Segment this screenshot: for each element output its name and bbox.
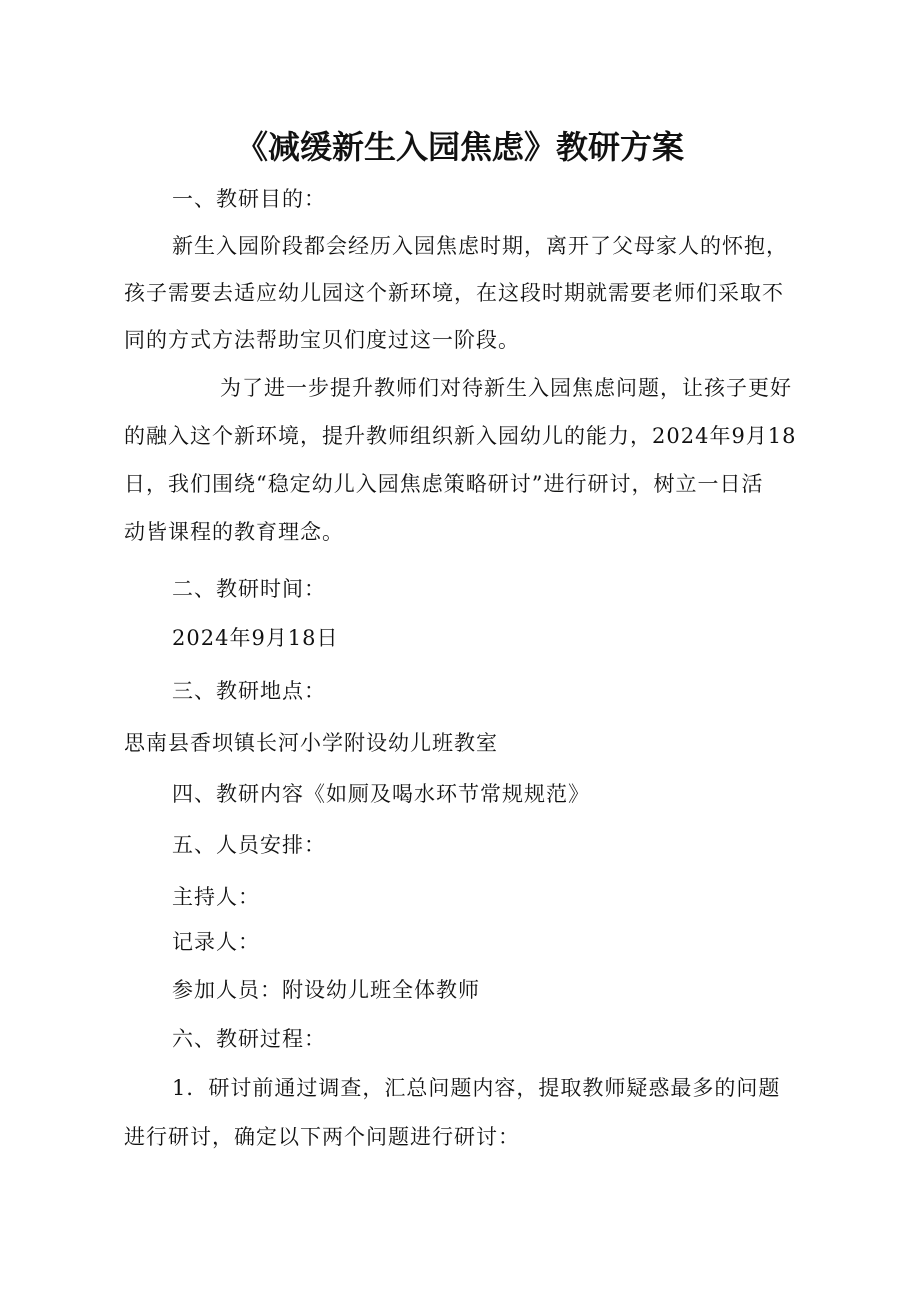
process-step-1: 1．研讨前通过调查，汇总问题内容，提取教师疑惑最多的问题 — [172, 1076, 781, 1100]
paragraph-line: 孩子需要去适应幼儿园这个新环境，在这段时期就需要老师们采取不 — [124, 281, 784, 305]
section-heading-location: 三、教研地点： — [172, 679, 326, 703]
document-title: 《减缓新生入园焦虑》教研方案 — [235, 128, 684, 166]
paragraph-line: 动皆课程的教育理念。 — [124, 520, 344, 544]
section-heading-content: 四、教研内容《如厕及喝水环节常规规范》 — [172, 782, 590, 806]
host-label: 主持人： — [172, 885, 260, 909]
recorder-label: 记录人： — [172, 930, 260, 954]
paragraph-line: 进行研讨，确定以下两个问题进行研讨： — [124, 1125, 520, 1149]
paragraph-line: 日，我们围绕“稳定幼儿入园焦虑策略研讨”进行研讨，树立一日活 — [124, 472, 764, 496]
section-heading-time: 二、教研时间： — [172, 577, 326, 601]
section-heading-purpose: 一、教研目的： — [172, 187, 326, 211]
section-heading-staff: 五、人员安排： — [172, 833, 326, 857]
paragraph-line: 同的方式方法帮助宝贝们度过这一阶段。 — [124, 328, 520, 352]
participants-line: 参加人员：附设幼儿班全体教师 — [172, 978, 480, 1002]
research-location: 思南县香坝镇长河小学附设幼儿班教室 — [124, 731, 498, 755]
research-date: 2024年9月18日 — [172, 626, 339, 650]
paragraph-line: 新生入园阶段都会经历入园焦虑时期，离开了父母家人的怀抱， — [172, 234, 788, 258]
paragraph-line: 的融入这个新环境，提升教师组织新入园幼儿的能力，2024年9月18 — [124, 424, 797, 448]
section-heading-process: 六、教研过程： — [172, 1027, 326, 1051]
paragraph-line: 为了进一步提升教师们对待新生入园焦虑问题，让孩子更好 — [220, 376, 792, 400]
